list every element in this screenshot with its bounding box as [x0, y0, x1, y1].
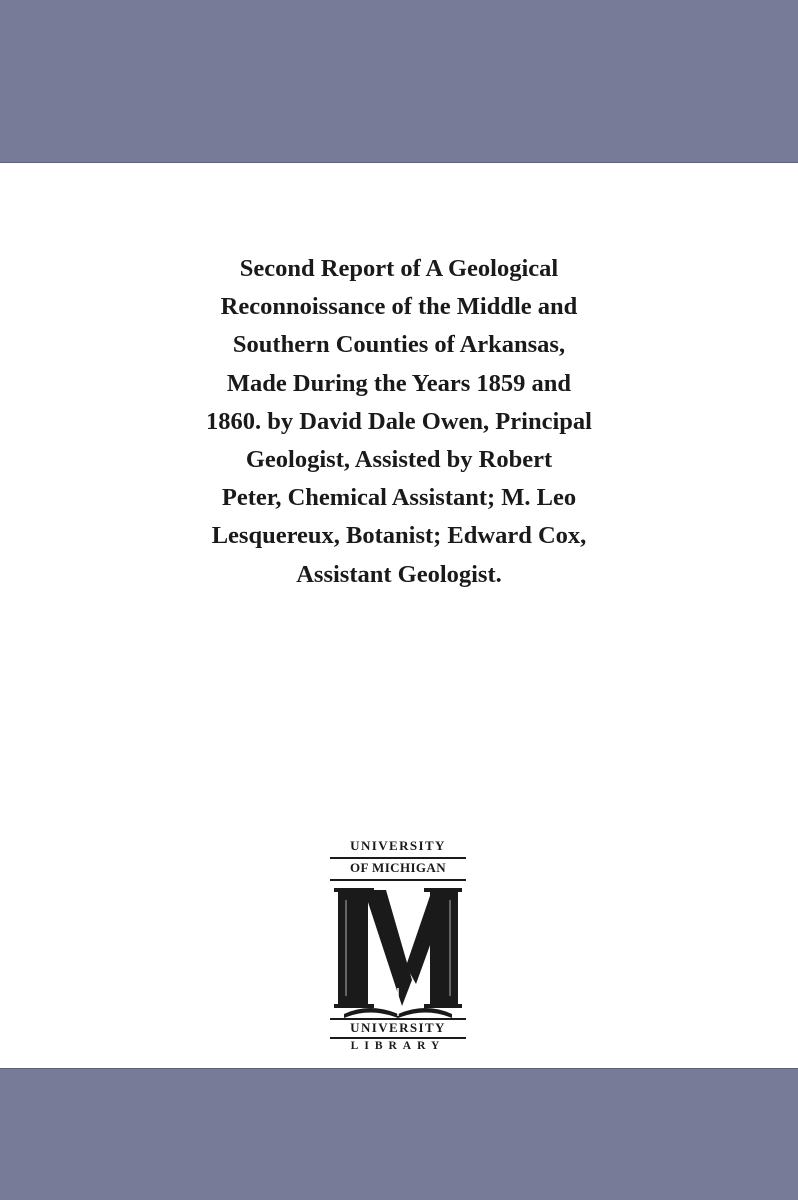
logo-rule — [330, 1037, 466, 1039]
title-line: 1860. by David Dale Owen, Principal — [206, 407, 592, 435]
title-line: Reconnoissance of the Middle and — [220, 293, 578, 321]
bottom-color-band — [0, 1068, 798, 1200]
logo-rule — [330, 857, 466, 859]
logo-text-library: LIBRARY — [350, 1040, 446, 1052]
title-line: Made During the Years 1859 and — [226, 369, 572, 397]
logo-text-university: UNIVERSITY — [350, 838, 446, 853]
top-color-band — [0, 0, 798, 163]
title-line: Lesquereux, Botanist; Edward Cox, — [211, 522, 587, 550]
book-title — [120, 250, 678, 594]
title-line: Peter, Chemical Assistant; M. Leo — [221, 484, 577, 512]
logo-rule — [330, 879, 466, 881]
title-line: Geologist, Assisted by Robert — [245, 446, 553, 474]
university-emblem-icon — [334, 884, 462, 1018]
logo-text-of-michigan: OF MICHIGAN — [350, 860, 446, 875]
title-line: Southern Counties of Arkansas, — [232, 331, 566, 359]
title-line: Assistant Geologist. — [296, 560, 502, 588]
university-library-logo — [330, 838, 466, 1058]
logo-text-university-bottom: UNIVERSITY — [350, 1020, 446, 1035]
title-line: Second Report of A Geological — [239, 255, 559, 282]
